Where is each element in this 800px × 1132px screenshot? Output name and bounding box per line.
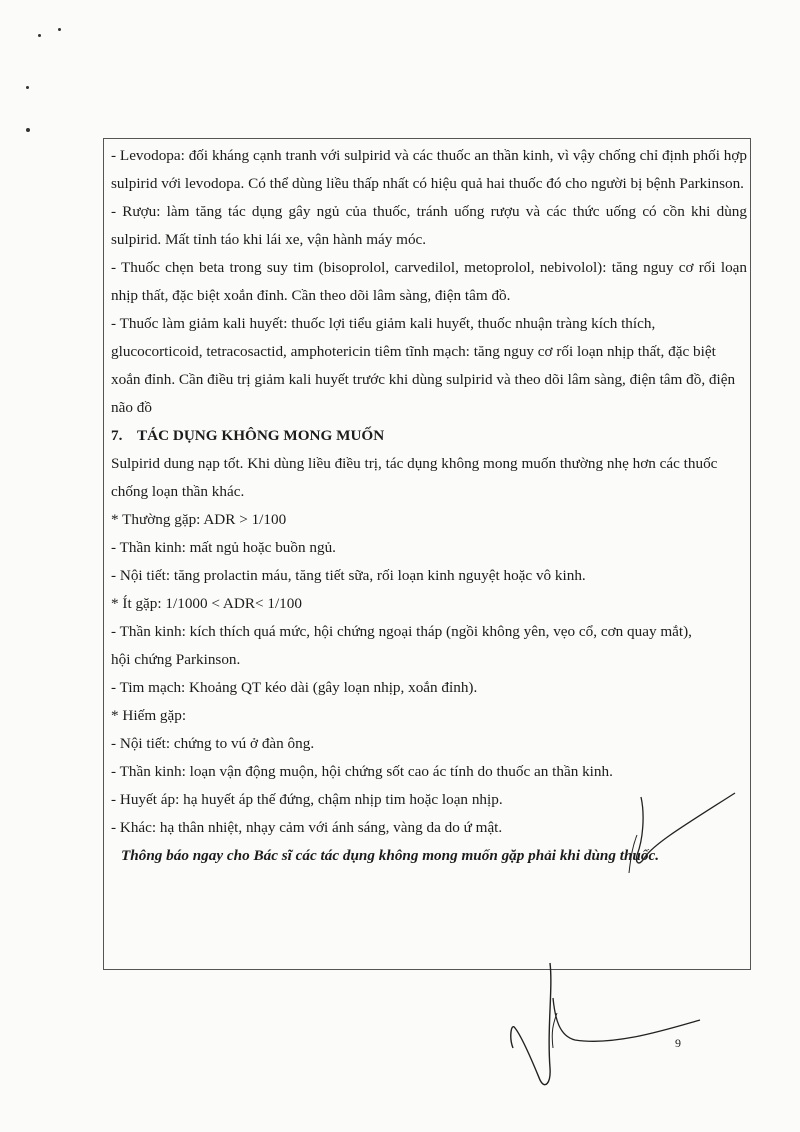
interaction-alcohol: - Rượu: làm tăng tác dụng gây ngủ của thuốc, tránh uống rượu và các thức uống có cồn khi dùng sulpirid. Mất tỉnh táo khi lái xe, vận hành máy móc. xyxy=(111,203,747,248)
adr-line: - Thần kinh: kích thích quá mức, hội chứng ngoại tháp (ngồi không yên, vẹo cổ, cơn quay mắt), hội chứng Parkinson. xyxy=(111,623,692,668)
scan-mark xyxy=(58,28,61,31)
adr-common-header: * Thường gặp: ADR > 1/100 xyxy=(111,511,287,528)
notice-text: Thông báo ngay cho Bác sĩ các tác dụng không mong muốn gặp phải khi dùng thuốc. xyxy=(121,847,659,864)
adr-line: - Thần kinh: loạn vận động muộn, hội chứng sốt cao ác tính do thuốc an thần kinh. xyxy=(111,763,613,780)
section-number: 7. xyxy=(111,427,123,444)
adr-rare-header: * Hiếm gặp: xyxy=(111,707,187,724)
section-heading xyxy=(111,422,747,450)
adr-line: - Nội tiết: chứng to vú ở đàn ông. xyxy=(111,735,315,752)
adr-uncommon-header: * Ít gặp: 1/1000 < ADR< 1/100 xyxy=(111,595,302,612)
scan-mark xyxy=(26,86,29,89)
signature-initial-mark xyxy=(615,785,755,895)
page-number: 9 xyxy=(675,1036,681,1050)
section-title: TÁC DỤNG KHÔNG MONG MUỐN xyxy=(137,427,385,444)
interaction-beta-blockers: - Thuốc chẹn beta trong suy tim (bisoprolol, carvedilol, metoprolol, nebivolol): tăng nguy cơ rối loạn nhịp thất, đặc biệt xoắn đỉnh. Cần theo dõi lâm sàng, điện tâm đồ. xyxy=(111,259,747,304)
interaction-hypokalemia: - Thuốc làm giảm kali huyết: thuốc lợi tiểu giảm kali huyết, thuốc nhuận tràng kích thích, glucocorticoid, tetracosactid, amphotericin tiêm tĩnh mạch: tăng nguy cơ rối loạn nhịp thất, đặc biệt xoắn đỉnh. Cần điều trị giảm kali huyết trước khi dùng sulpirid và theo dõi lâm sàng, điện tâm đồ, điện não đồ xyxy=(111,315,736,416)
scan-mark xyxy=(38,34,41,37)
adr-intro: Sulpirid dung nạp tốt. Khi dùng liều điều trị, tác dụng không mong muốn thường nhẹ hơn các thuốc chống loạn thần khác. xyxy=(111,455,718,500)
document-body xyxy=(111,142,747,870)
adr-line: - Nội tiết: tăng prolactin máu, tăng tiết sữa, rối loạn kinh nguyệt hoặc vô kinh. xyxy=(111,567,586,584)
signature-mark xyxy=(495,958,715,1098)
scan-mark xyxy=(26,128,30,132)
adr-line: - Tim mạch: Khoảng QT kéo dài (gây loạn nhịp, xoắn đỉnh). xyxy=(111,679,478,696)
adr-line: - Thần kinh: mất ngủ hoặc buồn ngủ. xyxy=(111,539,336,556)
interaction-levodopa: - Levodopa: đối kháng cạnh tranh với sulpirid và các thuốc an thần kinh, vì vậy chống chỉ định phối hợp sulpirid với levodopa. Có thể dùng liều thấp nhất có hiệu quả hai thuốc đó cho người bị bệnh Parkinson. xyxy=(111,147,747,192)
adr-line: - Khác: hạ thân nhiệt, nhạy cảm với ánh sáng, vàng da do ứ mật. xyxy=(111,819,503,836)
adr-line: - Huyết áp: hạ huyết áp thế đứng, chậm nhịp tim hoặc loạn nhịp. xyxy=(111,791,503,808)
